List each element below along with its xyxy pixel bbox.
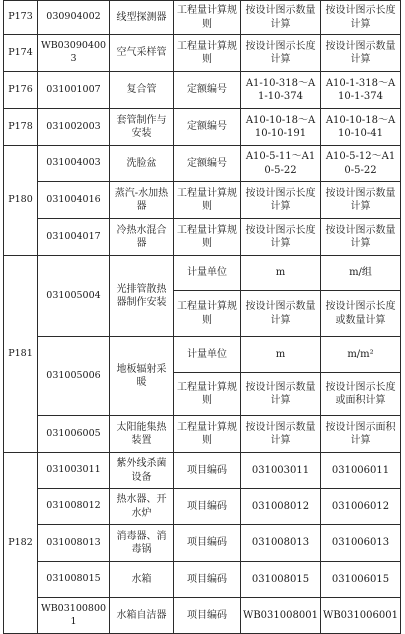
value-cell: 031003011 [241,453,321,489]
value-cell: A10-1-318～A10-1-374 [321,72,401,109]
code-cell: 031003011 [38,453,110,489]
value-cell: 按设计图示长度计算 [241,35,321,72]
name-cell: 空气采样管 [110,35,174,72]
value-cell: 按设计图示长度计算 [241,219,321,256]
name-cell: 蒸汽-水加热器 [110,182,174,219]
code-cell: 031005004 [38,256,110,337]
table-row [4,562,401,598]
value-cell: WB031006001 [321,598,401,634]
page-cell: P180 [4,146,38,256]
code-cell: 031004016 [38,182,110,219]
page-cell: P173 [4,1,38,35]
code-cell: 031004017 [38,219,110,256]
name-cell: 紫外线杀菌设备 [110,453,174,489]
rule-cell: 工程量计算规则 [174,1,241,35]
code-cell: 031008015 [38,562,110,598]
page-cell: P182 [4,453,38,634]
table-row [4,598,401,634]
value-cell: m [241,337,321,373]
value-cell: 按设计图示数量计算 [321,219,401,256]
code-cell: 031008013 [38,525,110,562]
page-cell: P181 [4,256,38,453]
name-cell: 洗脸盆 [110,146,174,182]
name-cell: 水箱自洁器 [110,598,174,634]
rule-cell: 工程量计算规则 [174,373,241,416]
table-row [4,219,401,256]
code-cell: 031002003 [38,109,110,146]
table-row [4,109,401,146]
code-cell: 031005006 [38,337,110,416]
table-row [4,182,401,219]
value-cell: 按设计图示长度或数量计算 [321,291,401,337]
rule-cell: 定额编号 [174,109,241,146]
name-cell: 套管制作与安装 [110,109,174,146]
value-cell: 按设计图示数量计算 [241,291,321,337]
value-cell: 按设计图示数量计算 [241,1,321,35]
revision-table [3,0,401,634]
value-cell: 按设计图示面积计算 [321,416,401,453]
value-cell: 031006012 [321,489,401,525]
value-cell: 031006013 [321,525,401,562]
value-cell: 031006015 [321,562,401,598]
rule-cell: 项目编码 [174,562,241,598]
value-cell: 031008012 [241,489,321,525]
value-cell: 031008013 [241,525,321,562]
table-row [4,525,401,562]
name-cell: 冷热水混合器 [110,219,174,256]
value-cell: A10-5-12～A10-5-22 [321,146,401,182]
rule-cell: 项目编码 [174,598,241,634]
value-cell: 按设计图示长度或面积计算 [321,373,401,416]
table-row [4,35,401,72]
value-cell: m [241,256,321,291]
value-cell: 按设计图示数量计算 [241,416,321,453]
rule-cell: 定额编号 [174,72,241,109]
value-cell: 按设计图示数量计算 [241,373,321,416]
code-cell: WB031008001 [38,598,110,634]
name-cell: 地板辐射采暖 [110,337,174,416]
name-cell: 线型探测器 [110,1,174,35]
rule-cell: 计量单位 [174,256,241,291]
name-cell: 光排管散热器制作安装 [110,256,174,337]
rule-cell: 工程量计算规则 [174,416,241,453]
value-cell: 031008015 [241,562,321,598]
name-cell: 水箱 [110,562,174,598]
rule-cell: 工程量计算规则 [174,219,241,256]
code-cell: 031008012 [38,489,110,525]
rule-cell: 工程量计算规则 [174,35,241,72]
rule-cell: 定额编号 [174,146,241,182]
rule-cell: 项目编码 [174,489,241,525]
table-row [4,72,401,109]
value-cell: 按设计图示长度计算 [321,1,401,35]
rule-cell: 工程量计算规则 [174,182,241,219]
name-cell: 热水器、开水炉 [110,489,174,525]
value-cell: 按设计图示数量计算 [321,35,401,72]
value-cell: A10-10-18～A10-10-41 [321,109,401,146]
value-cell: 按设计图示数量计算 [321,182,401,219]
value-cell: WB031008001 [241,598,321,634]
value-cell: A10-5-11～A10-5-22 [241,146,321,182]
page-cell: P174 [4,35,38,72]
page-cell: P176 [4,72,38,109]
table-row [4,453,401,489]
value-cell: m/组 [321,256,401,291]
table-row [4,1,401,35]
value-cell: 按设计图示长度计算 [241,182,321,219]
table-row [4,489,401,525]
code-cell: WB030904003 [38,35,110,72]
code-cell: 031001007 [38,72,110,109]
table-row [4,146,401,182]
table-row [4,416,401,453]
code-cell: 030904002 [38,1,110,35]
value-cell: m/m² [321,337,401,373]
rule-cell: 项目编码 [174,453,241,489]
value-cell: 031006011 [321,453,401,489]
code-cell: 031004003 [38,146,110,182]
value-cell: A10-10-18～A10-10-191 [241,109,321,146]
rule-cell: 计量单位 [174,337,241,373]
name-cell: 复合管 [110,72,174,109]
table-row [4,337,401,373]
rule-cell: 工程量计算规则 [174,291,241,337]
name-cell: 太阳能集热装置 [110,416,174,453]
rule-cell: 项目编码 [174,525,241,562]
name-cell: 消毒器、消毒锅 [110,525,174,562]
table-row [4,256,401,291]
value-cell: A1-10-318～A1-10-374 [241,72,321,109]
page-cell: P178 [4,109,38,146]
code-cell: 031006005 [38,416,110,453]
